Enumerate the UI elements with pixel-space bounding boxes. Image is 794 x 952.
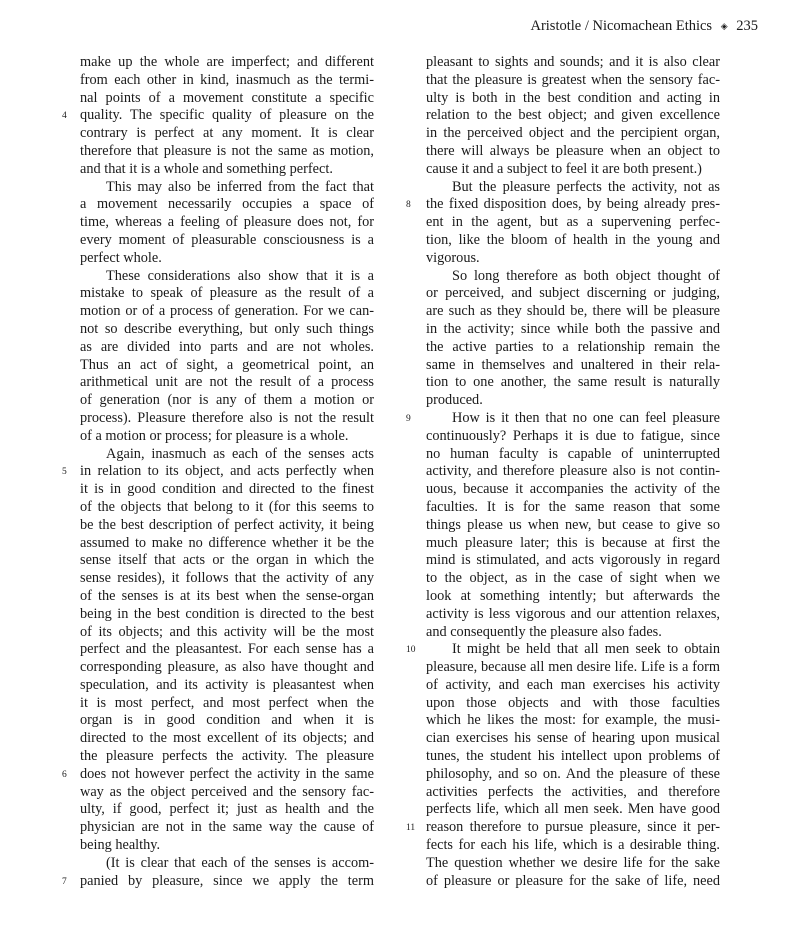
text-line: [426, 446, 720, 464]
text-line: [426, 730, 720, 748]
text-line: [426, 606, 720, 624]
text-line: [406, 819, 720, 837]
text-line: [426, 481, 720, 499]
section-marker: 6: [62, 769, 67, 780]
text-line: [80, 659, 374, 677]
text-line: [426, 588, 720, 606]
text-line: [80, 677, 374, 695]
text-line: [426, 285, 720, 303]
line-text: assumed to make no difference whether it be the: [80, 534, 374, 551]
text-line: [80, 784, 374, 802]
line-text: a movement necessarily occupies a space of: [80, 196, 374, 213]
line-text: there will always be pleasure when an object to: [426, 142, 720, 159]
text-line: [80, 588, 374, 606]
line-text: cian exercises his sense of hearing upon musical: [426, 730, 720, 747]
text-line: [426, 695, 720, 713]
line-text: things please us when new, but cease to give so: [426, 516, 720, 533]
line-text: continuously? Perhaps it is due to fatigue, since: [426, 427, 720, 444]
line-text: ulty is both in the best condition and acting in: [426, 89, 720, 106]
line-text: Thus an act of sight, a geometrical point, an: [80, 356, 374, 373]
page-number: 235: [736, 18, 758, 34]
text-line: [426, 179, 720, 197]
line-text: from each other in kind, inasmuch as the termi-: [80, 71, 374, 88]
text-line: [80, 410, 374, 428]
text-line: [80, 570, 374, 588]
line-text: produced.: [426, 392, 483, 409]
text-line: [80, 179, 374, 197]
text-line: [426, 232, 720, 250]
text-line: [426, 428, 720, 446]
line-text: ulty, if good, perfect it; just as health and the: [80, 801, 374, 818]
header-title: Nicomachean Ethics: [592, 18, 713, 34]
text-line: [80, 730, 374, 748]
text-line: [80, 855, 374, 873]
line-text: does not however perfect the activity in the same: [80, 765, 374, 782]
line-text: the fixed disposition does, by being already pres-: [426, 196, 720, 213]
line-text: the active parties to a relationship remain the: [426, 338, 720, 355]
text-line: [426, 784, 720, 802]
line-text: philosophy, and so on. And the pleasure of these: [426, 765, 720, 782]
line-text: to the object, as in the case of sight when we: [426, 570, 720, 587]
line-text: and that it is a whole and something perfect.: [80, 160, 333, 177]
line-text: uous, because it accompanies the activity of the: [426, 481, 720, 498]
text-line: [80, 535, 374, 553]
line-text: every moment of pleasurable consciousness is a: [80, 231, 374, 248]
line-text: look at something intently; but afterwards the: [426, 587, 720, 604]
text-line: [426, 499, 720, 517]
line-text: pleasure, because all men desire life. Life is a form: [426, 659, 720, 676]
line-text: But the pleasure perfects the activity, not as: [452, 178, 720, 195]
text-line: [80, 374, 374, 392]
section-marker: 7: [62, 876, 67, 887]
text-line: [80, 748, 374, 766]
line-text: it is most perfect, and most perfect when the: [80, 694, 374, 711]
line-text: of activity, and each man exercises his activity: [426, 676, 720, 693]
text-line: [426, 677, 720, 695]
line-text: therefore that pleasure is not the same as motion,: [80, 142, 374, 159]
text-line: [426, 125, 720, 143]
text-line: [80, 837, 374, 855]
line-text: It might be held that all men seek to obtain: [452, 641, 720, 658]
line-text: activities perfects the activities, and therefore: [426, 783, 720, 800]
text-line: [406, 196, 720, 214]
text-line: [80, 517, 374, 535]
text-line: [80, 481, 374, 499]
text-line: [80, 196, 374, 214]
line-text: no human faculty is capable of uninterrupted: [426, 445, 720, 462]
text-line: [426, 143, 720, 161]
line-text: physician are not in the same way the cause of: [80, 819, 374, 836]
line-text: organ is in good condition and when it is: [80, 712, 374, 729]
line-text: of a motion or process; for pleasure is a whole.: [80, 427, 349, 444]
line-text: the pleasure perfects the activity. The pleasure: [80, 748, 374, 765]
section-marker: 10: [406, 645, 416, 656]
line-text: sense resides), it follows that the activity of any: [80, 570, 374, 587]
text-line: [426, 855, 720, 873]
text-line: [80, 446, 374, 464]
text-line: [426, 748, 720, 766]
line-text: cause it and a subject to feel it are both present.): [426, 160, 702, 177]
text-line: [80, 125, 374, 143]
text-line: [62, 463, 374, 481]
text-line: [426, 374, 720, 392]
text-line: [426, 535, 720, 553]
text-line: [62, 872, 374, 891]
line-text: process). Pleasure therefore also is not the result: [80, 409, 374, 426]
line-text: upon those objects and with those faculties: [426, 694, 720, 711]
text-line: [426, 357, 720, 375]
line-text: perfects life, which all men seek. Men have good: [426, 801, 720, 818]
line-text: mistake to speak of pleasure as the result of a: [80, 285, 374, 302]
text-line: [426, 873, 720, 891]
line-text: way as the object perceived and the sensory fac-: [80, 783, 374, 800]
text-line: [80, 214, 374, 232]
line-text: motion or of a process of generation. For we can-: [80, 303, 374, 320]
line-text: fects for each his life, which is a desirable thing.: [426, 837, 720, 854]
text-line: [426, 624, 720, 642]
line-text: sense itself that acts or the organ in which the: [80, 552, 374, 569]
text-line: [80, 339, 374, 357]
text-line: [62, 107, 374, 125]
line-text: arithmetical unit are not the result of a process: [80, 374, 374, 391]
line-text: These considerations also show that it is a: [106, 267, 374, 284]
text-line: [80, 268, 374, 286]
line-text: contrary is perfect at any moment. It is clear: [80, 125, 374, 142]
text-line: [80, 428, 374, 446]
section-marker: 8: [406, 200, 411, 211]
line-text: or perceived, and subject discerning or judging,: [426, 285, 720, 302]
header-separator: /: [584, 18, 589, 34]
text-line: [426, 766, 720, 784]
text-line: [426, 659, 720, 677]
line-text: speculation, and its activity is pleasantest when: [80, 676, 374, 693]
header-author: Aristotle: [530, 18, 582, 34]
line-text: of the objects that belong to it (for this seems to: [80, 498, 374, 515]
text-line: [80, 801, 374, 819]
line-text: mind is stimulated, and acts vigorously in regard: [426, 552, 720, 569]
line-text: perfect whole.: [80, 249, 162, 266]
line-text: same in themselves and unaltered in their rela-: [426, 356, 720, 373]
left-text-column: [62, 54, 374, 890]
section-marker: 11: [406, 823, 416, 834]
line-text: tunes, the student his intellect upon problems of: [426, 748, 720, 765]
text-line: [426, 712, 720, 730]
text-line: [426, 268, 720, 286]
line-text: reason therefore to pursue pleasure, since it per-: [426, 819, 720, 836]
text-line: [80, 54, 374, 72]
line-text: as are divided into parts and are not wholes.: [80, 338, 374, 355]
line-text: make up the whole are imperfect; and different: [80, 54, 374, 70]
line-text: in the perceived object and the percipient organ,: [426, 125, 720, 142]
text-line: [426, 321, 720, 339]
line-text: (It is clear that each of the senses is accom-: [106, 854, 374, 871]
text-line: [426, 801, 720, 819]
line-text: in relation to its object, and acts perfectly when: [80, 463, 374, 480]
line-text: ent in the agent, but as a supervening perfec-: [426, 214, 720, 231]
text-line: [80, 819, 374, 837]
line-text: vigorous.: [426, 249, 480, 266]
running-header: [530, 16, 758, 37]
text-line: [426, 161, 720, 179]
text-line: [80, 232, 374, 250]
text-line: [80, 499, 374, 517]
text-line: [62, 765, 374, 784]
text-line: [426, 552, 720, 570]
line-text: being in the best condition is directed to the best: [80, 605, 374, 622]
section-marker: 9: [406, 413, 411, 424]
text-line: [80, 72, 374, 90]
line-text: So long therefore as both object thought of: [452, 267, 720, 284]
line-text: of generation (nor is any of them a motion or: [80, 392, 374, 409]
text-line: [80, 712, 374, 730]
line-text: faculties. It is for the same reason that some: [426, 498, 720, 515]
text-line: [426, 570, 720, 588]
text-line: [426, 107, 720, 125]
text-line: [426, 517, 720, 535]
line-text: much pleasure later; this is because at first the: [426, 534, 720, 551]
line-text: Again, inasmuch as each of the senses acts: [106, 445, 374, 462]
text-line: [80, 641, 374, 659]
text-line: [426, 54, 720, 72]
line-text: nal points of a movement constitute a specific: [80, 89, 374, 106]
section-marker: 5: [62, 467, 67, 478]
section-marker: 4: [62, 111, 67, 122]
line-text: that the pleasure is greatest when the sensory fac-: [426, 71, 720, 88]
diamond-ornament-icon: ◈: [720, 21, 728, 31]
line-text: being healthy.: [80, 837, 161, 854]
line-text: in the activity; since while both the passive and: [426, 320, 720, 337]
text-line: [426, 72, 720, 90]
line-text: panied by pleasure, since we apply the term: [80, 872, 374, 889]
line-text: tion to one another, the same result is naturally: [426, 374, 720, 391]
text-line: [80, 250, 374, 268]
line-text: This may also be inferred from the fact that: [106, 178, 374, 195]
line-text: time, whereas a feeling of pleasure does not, for: [80, 214, 374, 231]
text-line: [80, 392, 374, 410]
line-text: and consequently the pleasure also fades.: [426, 623, 662, 640]
text-line: [426, 90, 720, 108]
text-line: [80, 303, 374, 321]
text-line: [80, 321, 374, 339]
text-line: [80, 552, 374, 570]
text-line: [426, 837, 720, 855]
line-text: of its objects; and this activity will be the most: [80, 623, 374, 640]
text-line: [80, 624, 374, 642]
line-text: directed to the most excellent of its objects; and: [80, 730, 374, 747]
right-text-column: [406, 54, 720, 890]
line-text: activity is less vigorous and our attention relaxes,: [426, 605, 720, 622]
line-text: of pleasure or pleasure for the sake of life, need: [426, 872, 720, 889]
line-text: pleasant to sights and sounds; and it is also clear: [426, 54, 720, 70]
text-line: [80, 285, 374, 303]
line-text: which he likes the most: for example, the musi-: [426, 712, 720, 729]
line-text: of the senses is at its best when the sense-organ: [80, 587, 374, 604]
line-text: corresponding pleasure, as also have thought and: [80, 659, 374, 676]
line-text: activity, and therefore pleasure also is not contin-: [426, 463, 720, 480]
line-text: be the best description of perfect activity, it being: [80, 516, 374, 533]
line-text: perfect and the pleasantest. For each sense has a: [80, 641, 374, 658]
text-line: [80, 695, 374, 713]
line-text: not so describe everything, but only such things: [80, 320, 374, 337]
text-line: [406, 409, 720, 428]
text-line: [406, 641, 720, 659]
text-line: [80, 606, 374, 624]
line-text: are such as they should be, there will be pleasure: [426, 303, 720, 320]
line-text: it is in good condition and directed to the finest: [80, 481, 374, 498]
text-line: [80, 90, 374, 108]
text-line: [426, 392, 720, 410]
line-text: The question whether we desire life for the sake: [426, 854, 720, 871]
line-text: quality. The specific quality of pleasure on the: [80, 107, 374, 124]
text-line: [80, 357, 374, 375]
text-line: [80, 161, 374, 179]
text-line: [426, 214, 720, 232]
text-line: [426, 339, 720, 357]
line-text: tion, like the bloom of health in the young and: [426, 231, 720, 248]
text-line: [80, 143, 374, 161]
line-text: relation to the best object; and given excellence: [426, 107, 720, 124]
text-line: [426, 303, 720, 321]
line-text: How is it then that no one can feel pleasure: [452, 409, 720, 426]
text-line: [426, 463, 720, 481]
text-line: [426, 250, 720, 268]
